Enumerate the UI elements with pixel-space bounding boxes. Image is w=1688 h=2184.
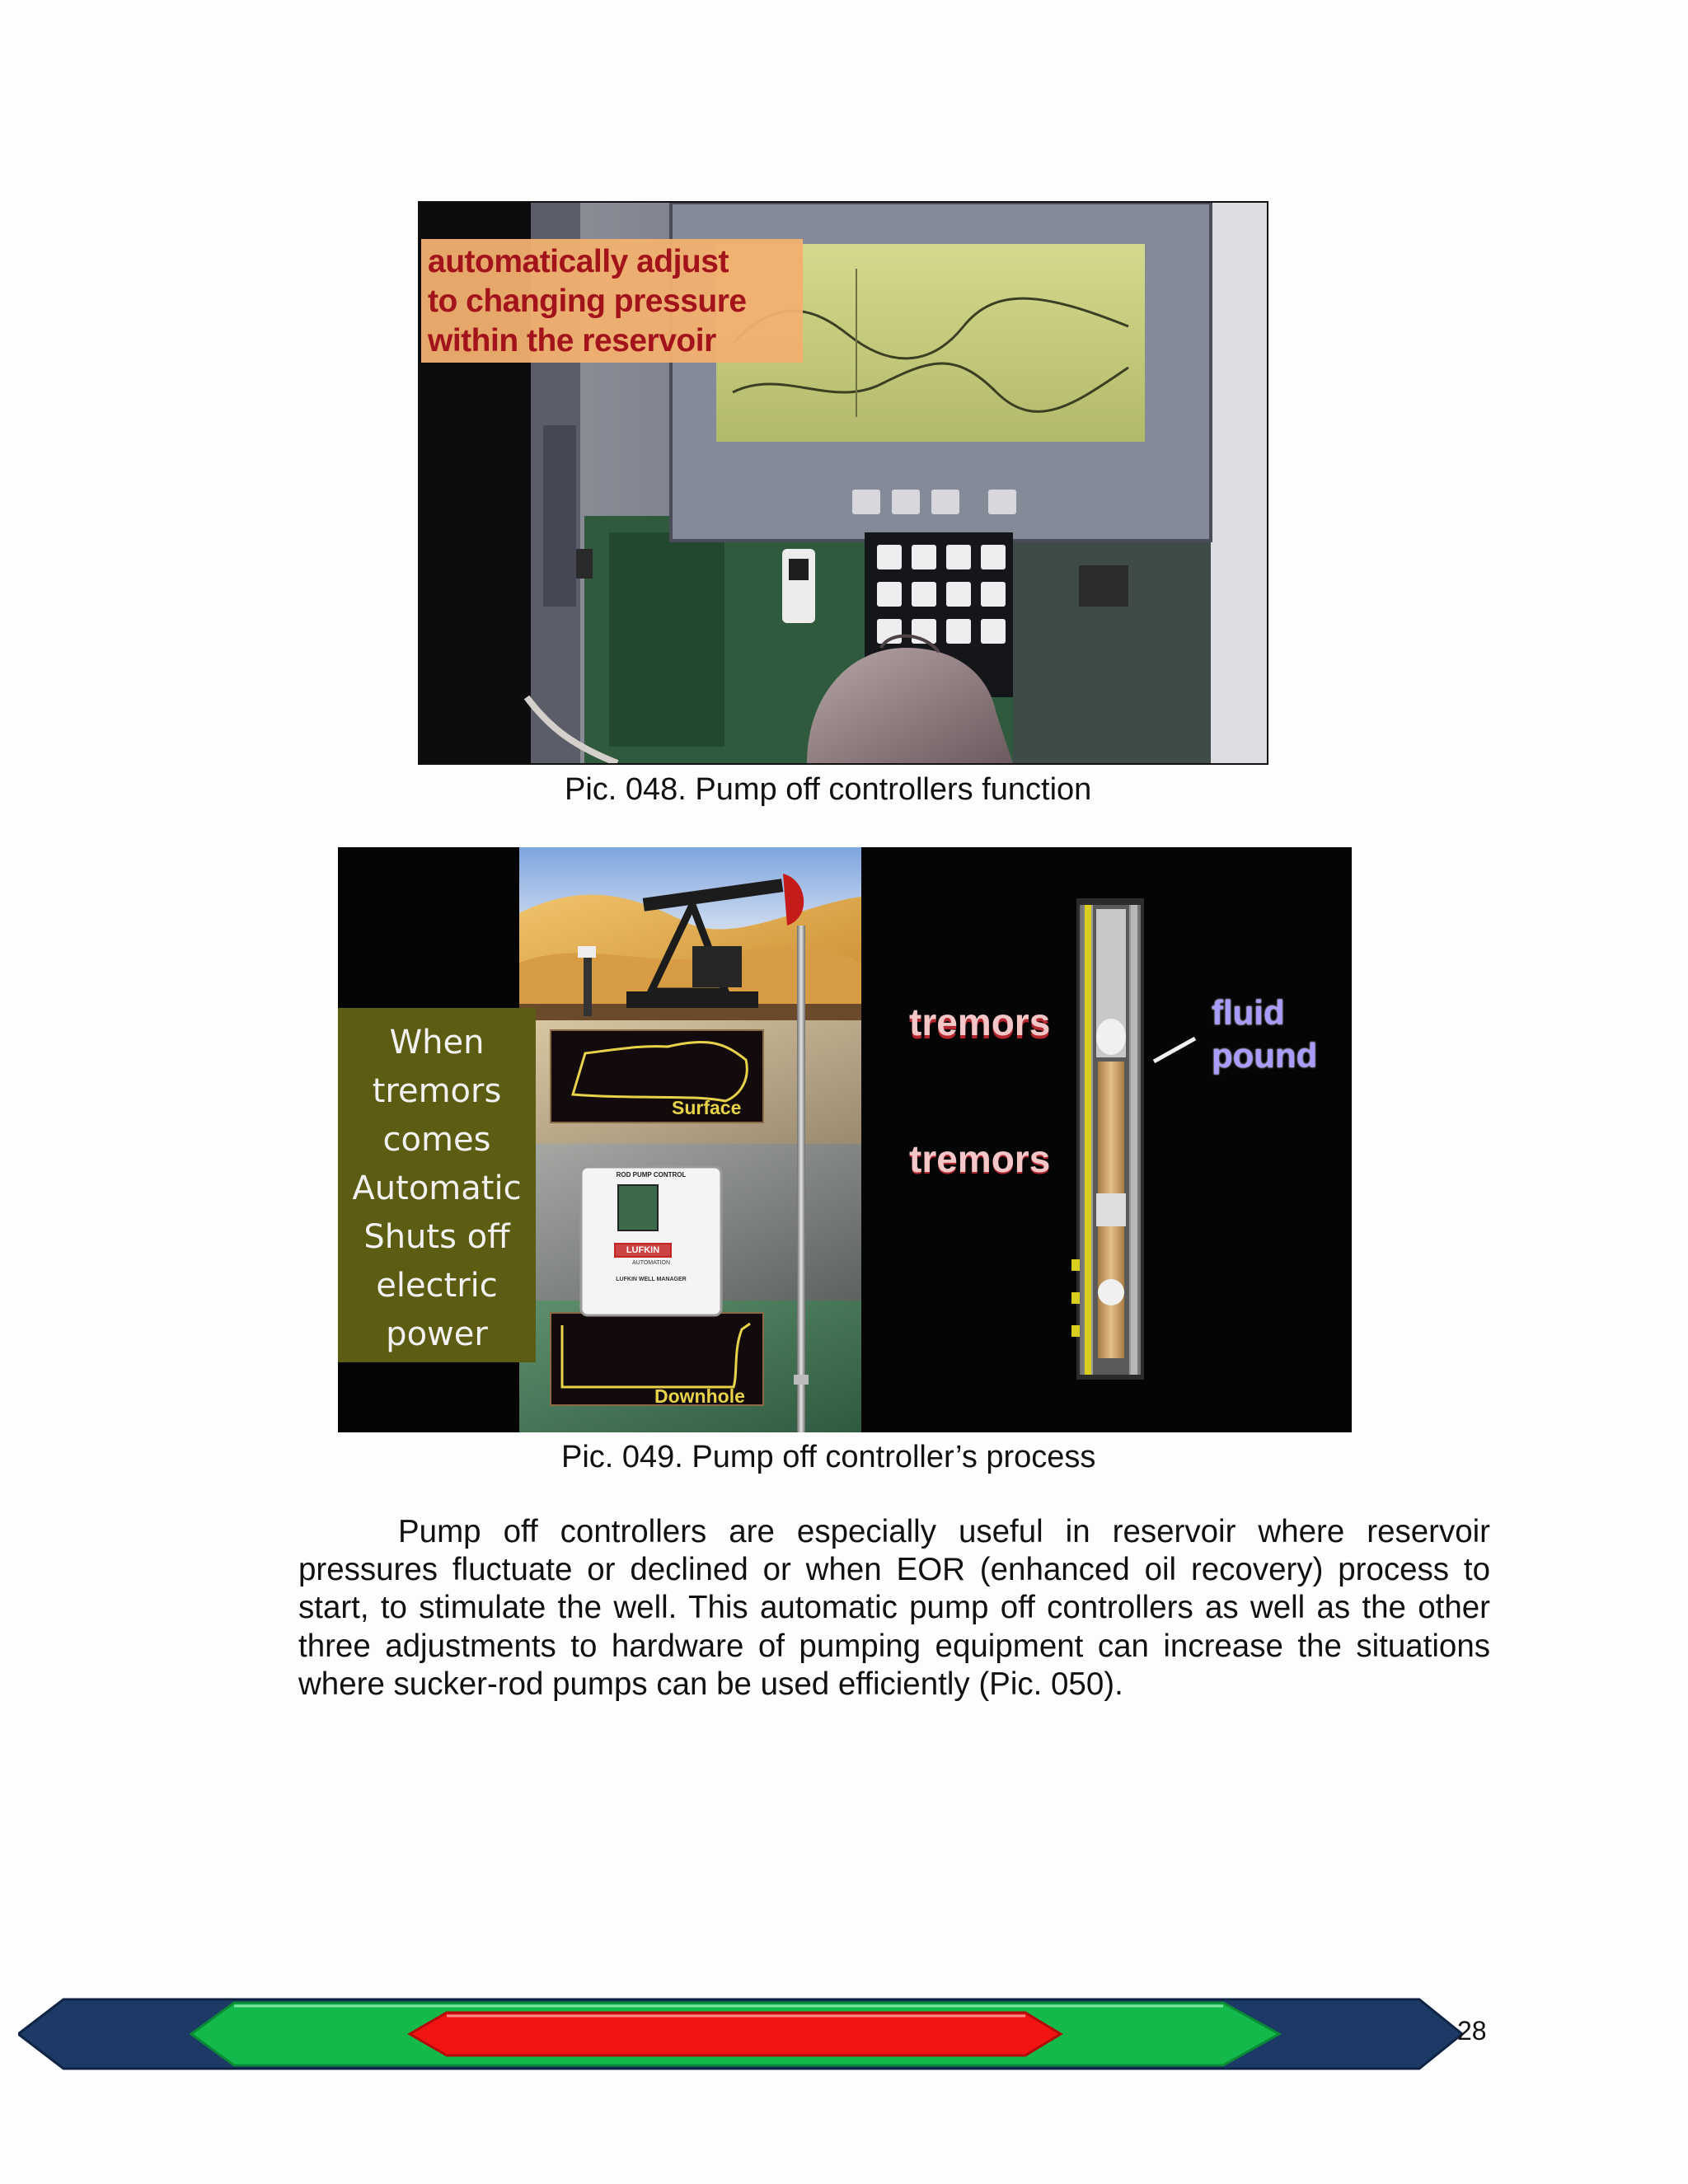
tremors-label-top: tremors <box>909 1001 1051 1043</box>
controller-box-brand: LUFKIN <box>626 1245 660 1255</box>
side-label-line-2: tremors <box>372 1072 502 1110</box>
figure-049-illustration <box>338 847 1352 1432</box>
fluid-pound-line-1: fluid <box>1212 993 1285 1032</box>
overlay-label-line-2: to changing pressure <box>428 284 747 319</box>
overlay-label-line-1: automatically adjust <box>428 244 729 279</box>
body-paragraph <box>298 1513 1490 1704</box>
side-label-line-4: Automatic <box>352 1169 522 1207</box>
page-number: 28 <box>1457 2016 1487 2046</box>
surface-card-label: Surface <box>672 1097 742 1118</box>
controller-box-title: ROD PUMP CONTROL <box>616 1171 687 1179</box>
side-label-line-1: When <box>389 1024 485 1062</box>
figure-048-caption: Pic. 048. Pump off controllers function <box>565 772 1092 807</box>
figure-049-caption: Pic. 049. Pump off controller’s process <box>561 1440 1096 1474</box>
downhole-card-label: Downhole <box>654 1385 745 1407</box>
side-label-line-5: Shuts off <box>363 1218 510 1256</box>
controller-box-model: LUFKIN WELL MANAGER <box>616 1277 687 1282</box>
fluid-pound-line-2: pound <box>1212 1036 1318 1075</box>
footer-banner-red <box>410 2013 1061 2055</box>
side-label-line-7: power <box>386 1315 488 1353</box>
tremors-label-bottom: tremors <box>909 1137 1051 1180</box>
footer-decorative-banner <box>18 1996 1465 2072</box>
controller-box-sub: AUTOMATION <box>631 1260 671 1266</box>
figure-048-photo <box>418 201 1268 765</box>
overlay-label-line-3: within the reservoir <box>428 323 716 359</box>
side-label-line-6: electric <box>376 1267 498 1305</box>
body-paragraph-text: Pump off controllers are especially useful in reservoir where reservoir pressures fluctuate or declined or when EOR (enhanced oil recovery) process to start, to stimulate the well. This automatic pump off controllers as well as the other three adjustments to hardware of pumping equipment can increase the situations where sucker-rod pumps can be used efficiently (Pic. 050). <box>298 1514 1490 1702</box>
side-label-line-3: comes <box>382 1121 491 1159</box>
